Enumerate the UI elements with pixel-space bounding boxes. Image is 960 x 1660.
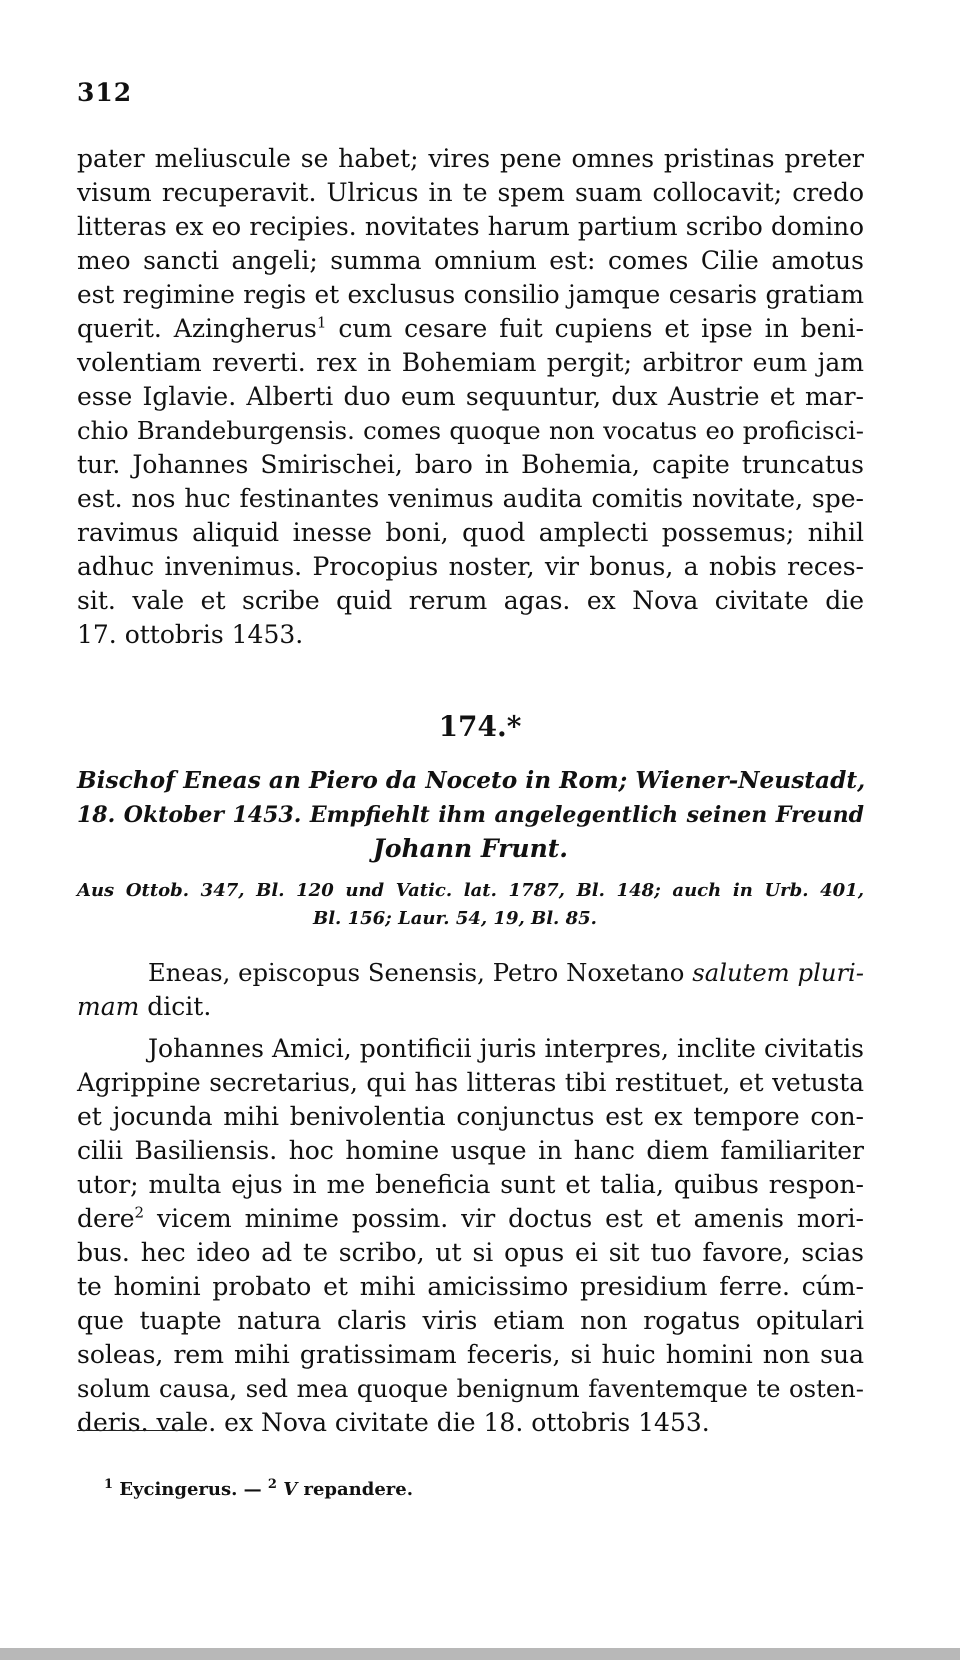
line-text-italic: salutem pluri- [692,958,864,987]
letter-line: bus. hec ideo ad te scribo, ut si opus ei sit tuo favore, scias [77,1238,864,1267]
line-text: cum cesare fuit cupiens et ipse in beni- [326,314,864,343]
body-line [77,312,864,346]
line-text: querit. Azingherus [77,314,317,343]
letter-line: deris. vale. ex Nova civitate die 18. ottobris 1453. [77,1408,710,1437]
line-text-italic: mam [77,992,140,1021]
heading-line: Bischof Eneas an Piero da Noceto in Rom; Wiener-Neustadt, [77,767,866,794]
letter-line [77,1202,864,1236]
footnotes [104,1478,413,1502]
heading-line: 18. Oktober 1453. Empfiehlt ihm angelegentlich seinen Freund [77,802,864,828]
body-line: litteras ex eo recipies. novitates harum partium scribo domino [77,212,864,241]
body-line: sit. vale et scribe quid rerum agas. ex Nova civitate die [77,586,864,615]
footnote-rule [77,1430,205,1431]
document-number: 174.* [438,710,522,743]
letter-line: et jocunda mihi benivolentia conjunctus est ex tempore con- [77,1102,864,1131]
body-line: volentiam reverti. rex in Bohemiam pergit; arbitror eum jam [77,348,864,377]
line-text: dicit. [139,992,212,1021]
body-line: 17. ottobris 1453. [77,620,304,649]
footnote-marker: 1 [104,1477,114,1492]
footnote-siglum: V [283,1479,298,1500]
letter-line: te homini probato et mihi amicissimo presidium ferre. cúm- [77,1272,864,1301]
letter-line: cilii Basiliensis. hoc homine usque in hanc diem familiariter [77,1136,864,1165]
source-note-line: Bl. 156; Laur. 54, 19, Bl. 85. [313,908,597,929]
body-line: esse Iglavie. Alberti duo eum sequuntur, dux Austrie et mar- [77,382,864,411]
body-line: adhuc invenimus. Procopius noster, vir bonus, a nobis reces- [77,552,864,581]
letter-line: soleas, rem mihi gratissimam feceris, si huic homini non sua [77,1340,864,1369]
letter-line: utor; multa ejus in me beneficia sunt et talia, quibus respon- [77,1170,864,1199]
heading-line: Johann Frunt. [372,834,569,863]
body-line: est regimine regis et exclusus consilio jamque cesaris gratiam [77,280,864,309]
body-line: visum recuperavit. Ulricus in te spem suam collocavit; credo [77,178,864,207]
body-line: pater meliuscule se habet; vires pene omnes pristinas preter [77,144,864,173]
footnote-text: Eycingerus. — [113,1479,268,1500]
source-note-line: Aus Ottob. 347, Bl. 120 und Vatic. lat. 1787, Bl. 148; auch in Urb. 401, [77,880,864,901]
greeting-line [77,990,864,1024]
line-text: vicem minime possim. vir doctus est et amenis mori- [144,1204,864,1233]
body-line: meo sancti angeli; summa omnium est: comes Cilie amotus [77,246,864,275]
footnote-marker: 1 [316,313,327,332]
line-text: Eneas, episcopus Senensis, Petro Noxetano [148,958,693,987]
letter-line: Agrippine secretarius, qui has litteras tibi restituet, et vetusta [77,1068,864,1097]
body-line: chio Brandeburgensis. comes quoque non vocatus eo proficisci- [77,416,864,445]
body-line: tur. Johannes Smirischei, baro in Bohemia, capite truncatus [77,450,864,479]
footnote-marker: 2 [267,1477,277,1492]
footnote-marker: 2 [134,1203,145,1222]
letter-line: que tuapte natura claris viris etiam non rogatus opitulari [77,1306,864,1335]
scan-edge [0,1648,960,1660]
letter-line: Johannes Amici, pontificii juris interpres, inclite civitatis [148,1034,864,1063]
line-text: dere [77,1204,135,1233]
footnote-text: repandere. [297,1479,413,1500]
body-line: est. nos huc festinantes venimus audita comitis novitate, spe- [77,484,864,513]
page-number: 312 [77,78,133,107]
letter-line: solum causa, sed mea quoque benignum faventemque te osten- [77,1374,864,1403]
body-line: ravimus aliquid inesse boni, quod amplecti possemus; nihil [77,518,864,547]
greeting-line [148,956,864,990]
